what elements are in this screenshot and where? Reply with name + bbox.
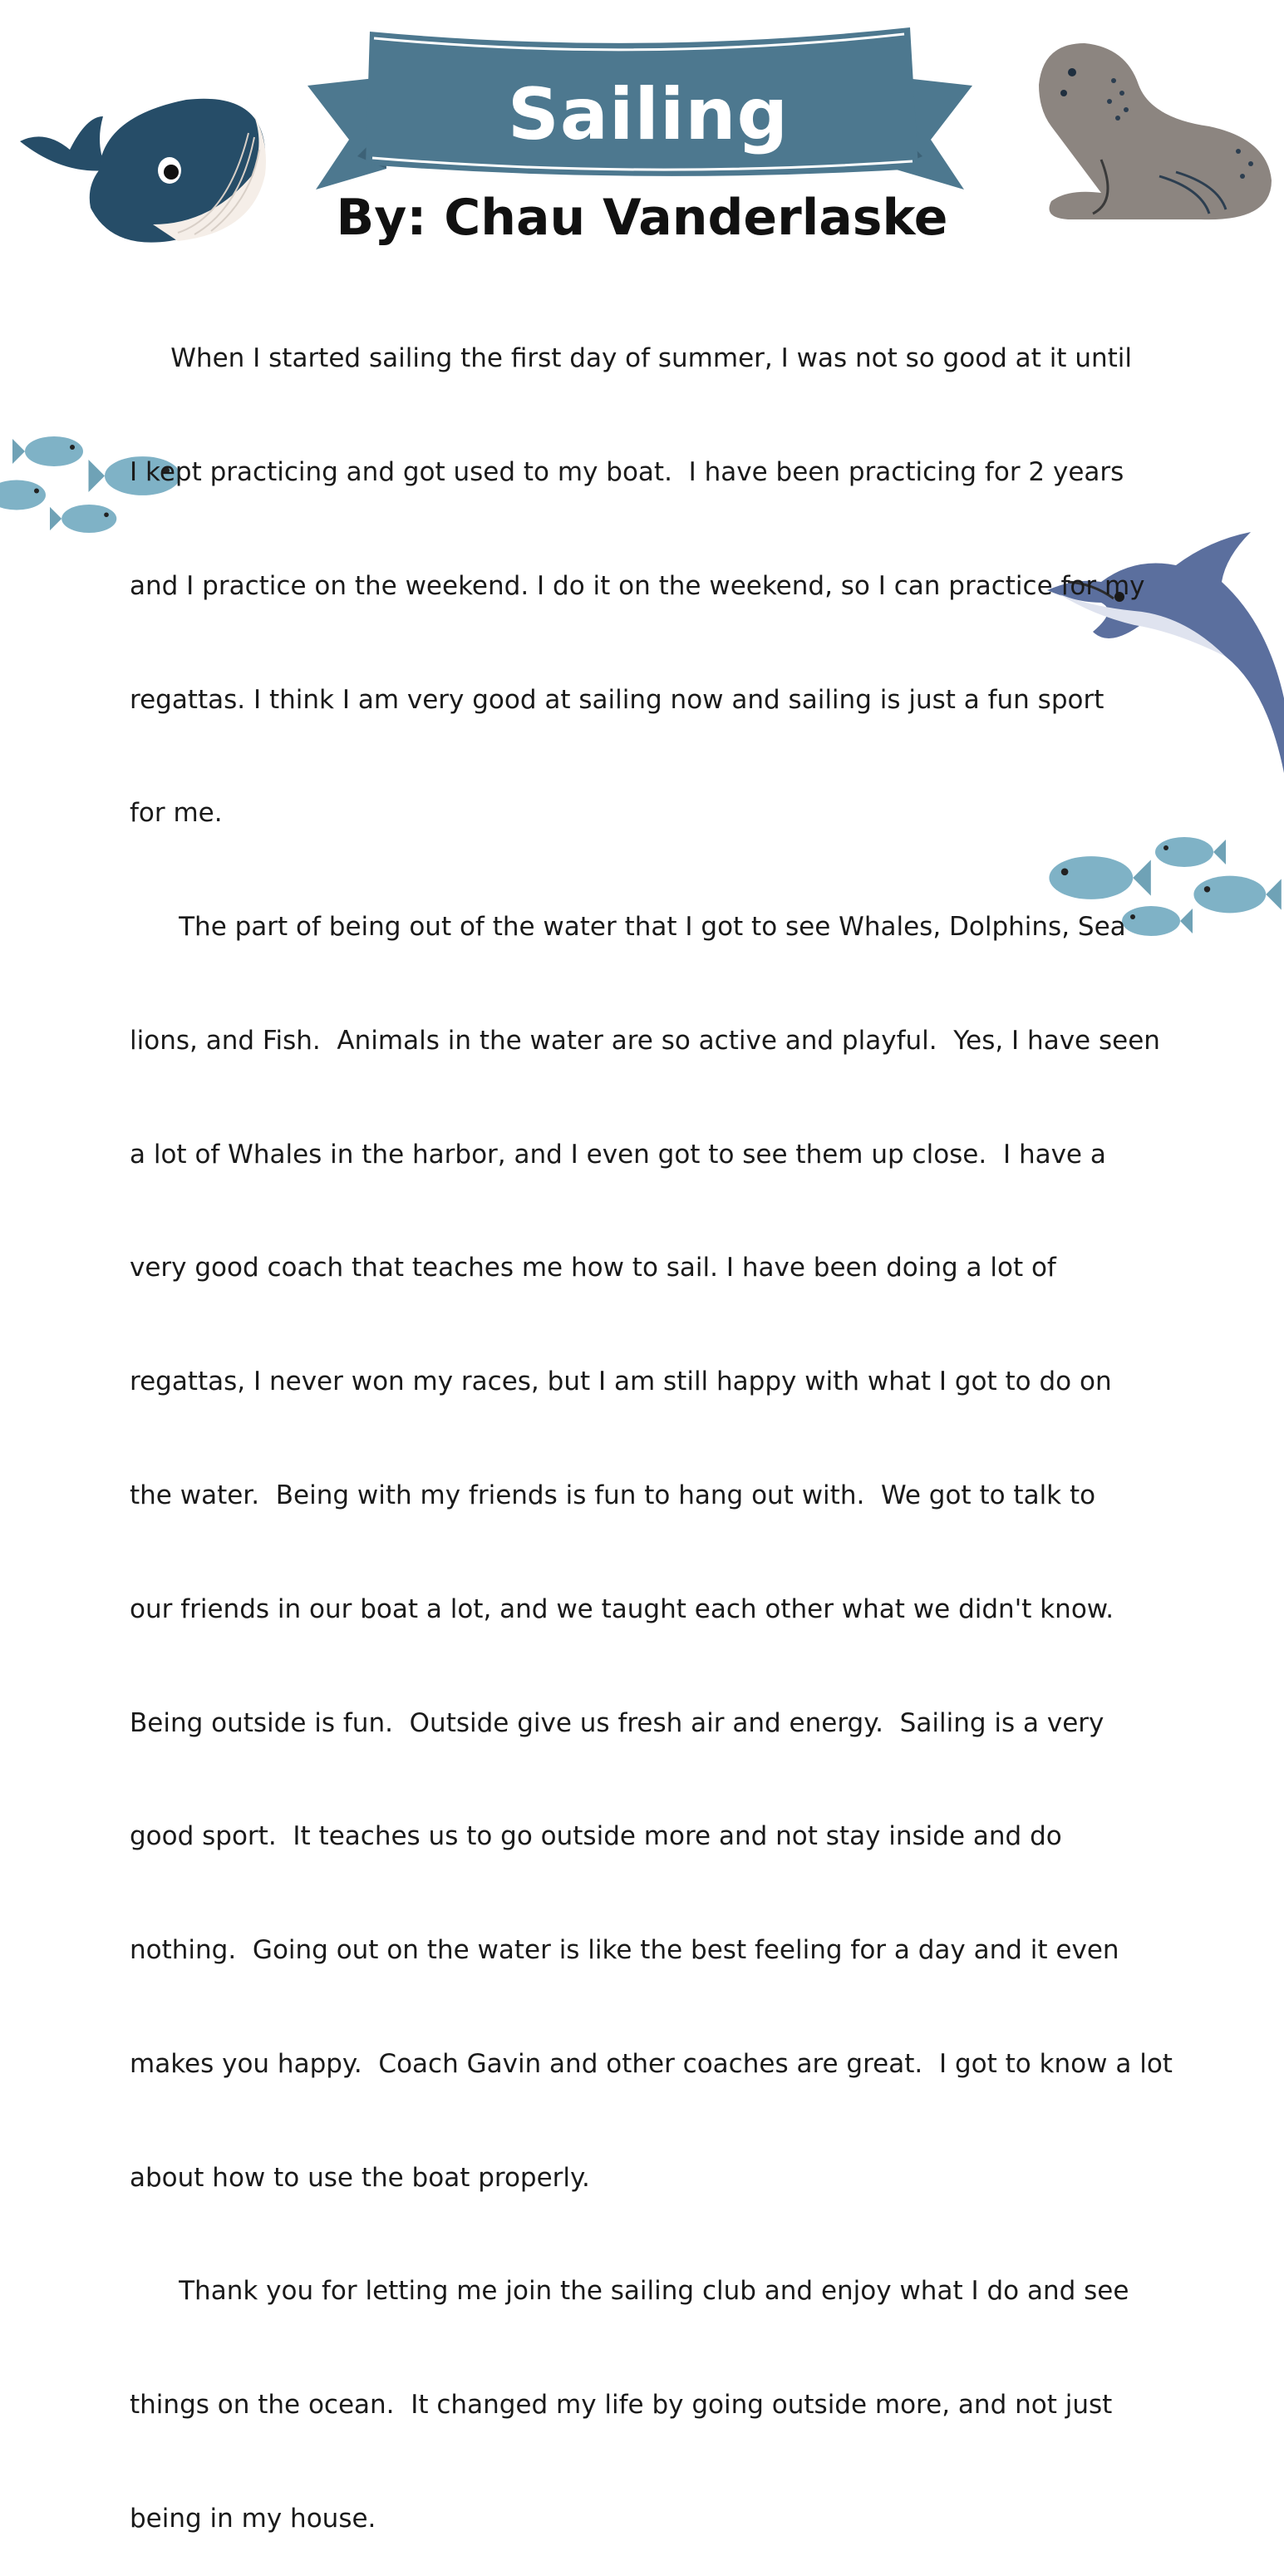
fish-icon	[0, 472, 50, 518]
essay-line: When I started sailing the first day of summer, I was not so good at it until	[130, 343, 1132, 374]
essay-line: our friends in our boat a lot, and we taught each other what we didn't know.	[130, 1593, 1114, 1624]
essay-line: regattas. I think I am very good at sailing now and sailing is just a fun sport	[130, 684, 1104, 715]
essay-line: The part of being out of the water that I got to see Whales, Dolphins, Sea	[130, 912, 1126, 943]
whale-icon	[12, 83, 269, 249]
essay-body	[130, 264, 1173, 2576]
essay-line: a lot of Whales in the harbor, and I even got to see them up close. I have a	[130, 1139, 1106, 1170]
essay-line: about how to use the boat properly.	[130, 2162, 590, 2193]
essay-line: Thank you for letting me join the sailing club and enjoy what I do and see	[130, 2276, 1129, 2307]
essay-line: for me.	[130, 798, 223, 829]
essay-line: and I practice on the weekend. I do it on the weekend, so I can practice for my	[130, 570, 1145, 601]
fish-icon	[1188, 869, 1282, 920]
essay-line: nothing. Going out on the water is like the best feeling for a day and it even	[130, 1935, 1119, 1966]
essay-line: regattas, I never won my races, but I am still happy with what I got to do on	[130, 1367, 1112, 1397]
essay-line: good sport. It teaches us to go outside more and not stay inside and do	[130, 1821, 1062, 1852]
seal-icon	[1035, 35, 1276, 226]
page-title: Sailing	[507, 73, 790, 156]
fish-icon	[12, 431, 87, 472]
essay-line: the water. Being with my friends is fun to hang out with. We got to talk to	[130, 1480, 1096, 1510]
essay-line: I kept practicing and got used to my boat. I have been practicing for 2 years	[130, 456, 1124, 487]
essay-line: being in my house.	[130, 2504, 376, 2534]
essay-line: Being outside is fun. Outside give us fresh air and energy. Sailing is a very	[130, 1707, 1104, 1738]
essay-line: very good coach that teaches me how to sail. I have been doing a lot of	[130, 1253, 1056, 1283]
author-byline: By: Chau Vanderlaske	[336, 189, 948, 247]
essay-line: lions, and Fish. Animals in the water are so active and playful. Yes, I have seen	[130, 1025, 1160, 1056]
essay-line: things on the ocean. It changed my life by going outside more, and not just	[130, 2390, 1113, 2421]
fish-icon	[50, 499, 121, 539]
essay-line: makes you happy. Coach Gavin and other coaches are great. I got to know a lot	[130, 2048, 1173, 2079]
